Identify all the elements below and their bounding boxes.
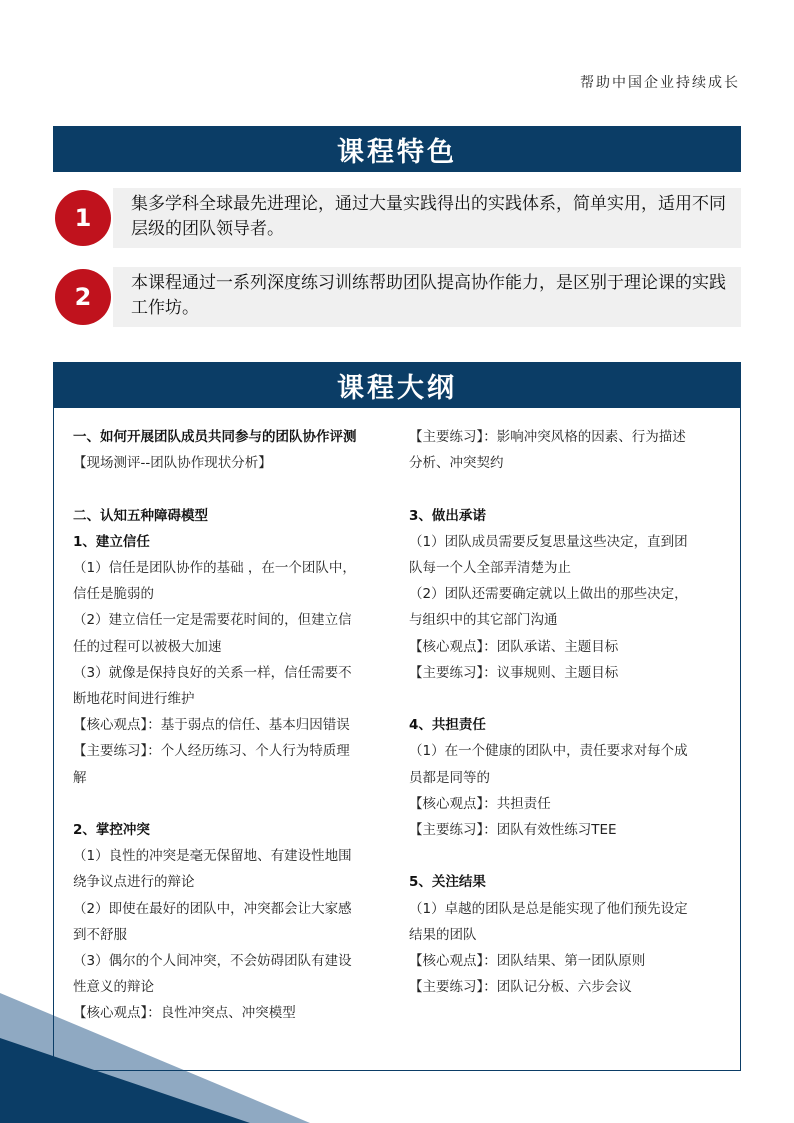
outline-line: （1）在一个健康的团队中，责任要求对每个成 [409, 743, 688, 760]
outline-section-title: 课程大纲 [53, 362, 741, 408]
slogan: 帮助中国企业持续成长 [580, 75, 740, 91]
outline-line: 分析、冲突契约 [409, 455, 504, 472]
features-section-title: 课程特色 [53, 126, 741, 172]
feature-item-2 [53, 267, 741, 327]
outline-line: 结果的团队 [409, 926, 477, 943]
feature-text: 集多学科全球最先进理论，通过大量实践得出的实践体系，简单实用，适用不同层级的团队领导者。 [131, 194, 726, 239]
outline-line: 任的过程可以被极大加速 [73, 638, 222, 655]
outline-line: 【主要练习】：个人经历练习、个人行为特质理 [73, 743, 350, 760]
outline-line: （1）良性的冲突是毫无保留地、有建设性地围 [73, 848, 352, 865]
outline-line: 【主要练习】：议事规则、主题目标 [409, 664, 619, 681]
outline-spacer [409, 843, 725, 869]
outline-line: （1）卓越的团队是总是能实现了他们预先设定 [409, 900, 688, 917]
outline-line: 【核心观点】：良性冲突点、冲突模型 [73, 1005, 296, 1022]
outline-line: 与组织中的其它部门沟通 [409, 612, 558, 629]
outline-heading: 5、关注结果 [409, 874, 486, 891]
outline-line: （3）偶尔的个人间冲突，不会妨碍团队有建设 [73, 953, 352, 970]
outline-line: 解 [73, 769, 87, 786]
outline-line: 【主要练习】：团队有效性练习TEE [409, 822, 617, 839]
outline-line: （2）即使在最好的团队中，冲突都会让大家感 [73, 900, 352, 917]
number-badge: 1 [55, 190, 111, 246]
outline-line: 【核心观点】：团队结果、第一团队原则 [409, 953, 646, 970]
feature-item-1 [53, 188, 741, 248]
outline-spacer [409, 476, 725, 502]
outline-left-column [73, 424, 389, 1027]
outline-heading: 一、如何开展团队成员共同参与的团队协作评测 [73, 429, 357, 445]
outline-line: （2）团队还需要确定就以上做出的那些决定， [409, 586, 688, 603]
outline-line: 员都是同等的 [409, 769, 490, 786]
outline-line: （2）建立信任一定是需要花时间的，但建立信 [73, 612, 352, 629]
outline-line: 到不舒服 [73, 926, 127, 943]
outline-line: 【现场测评--团队协作现状分析】 [73, 455, 272, 472]
outline-right-column [409, 424, 725, 1000]
outline-line: 信任是脆弱的 [73, 586, 154, 603]
outline-line: （1）团队成员需要反复思量这些决定，直到团 [409, 533, 688, 550]
outline-line: 【核心观点】：共担责任 [409, 795, 551, 812]
outline-heading: 3、做出承诺 [409, 507, 486, 524]
outline-line: 绕争议点进行的辩论 [73, 874, 195, 891]
outline-line: 【主要练习】：团队记分板、六步会议 [409, 979, 632, 996]
outline-spacer [73, 476, 389, 502]
outline-line: 【核心观点】：基于弱点的信任、基本归因错误 [73, 717, 350, 734]
outline-line: 【主要练习】：影响冲突风格的因素、行为描述 [409, 429, 686, 445]
outline-heading: 1、建立信任 [73, 533, 150, 550]
outline-heading: 2、掌控冲突 [73, 822, 150, 839]
outline-spacer [409, 686, 725, 712]
outline-line: （1）信任是团队协作的基础 ，在一个团队中， [73, 560, 356, 576]
outline-spacer [73, 791, 389, 817]
feature-text: 本课程通过一系列深度练习训练帮助团队提高协作能力，是区别于理论课的实践工作坊。 [131, 273, 726, 318]
outline-line: 断地花时间进行维护 [73, 691, 195, 708]
outline-line: （3）就像是保持良好的关系一样，信任需要不 [73, 664, 352, 681]
number-badge: 2 [55, 269, 111, 325]
outline-heading: 4、共担责任 [409, 717, 486, 734]
outline-heading: 二、认知五种障碍模型 [73, 507, 208, 524]
outline-line: 性意义的辩论 [73, 979, 154, 996]
outline-line: 【核心观点】：团队承诺、主题目标 [409, 638, 619, 655]
outline-line: 队每一个人全部弄清楚为止 [409, 560, 571, 576]
